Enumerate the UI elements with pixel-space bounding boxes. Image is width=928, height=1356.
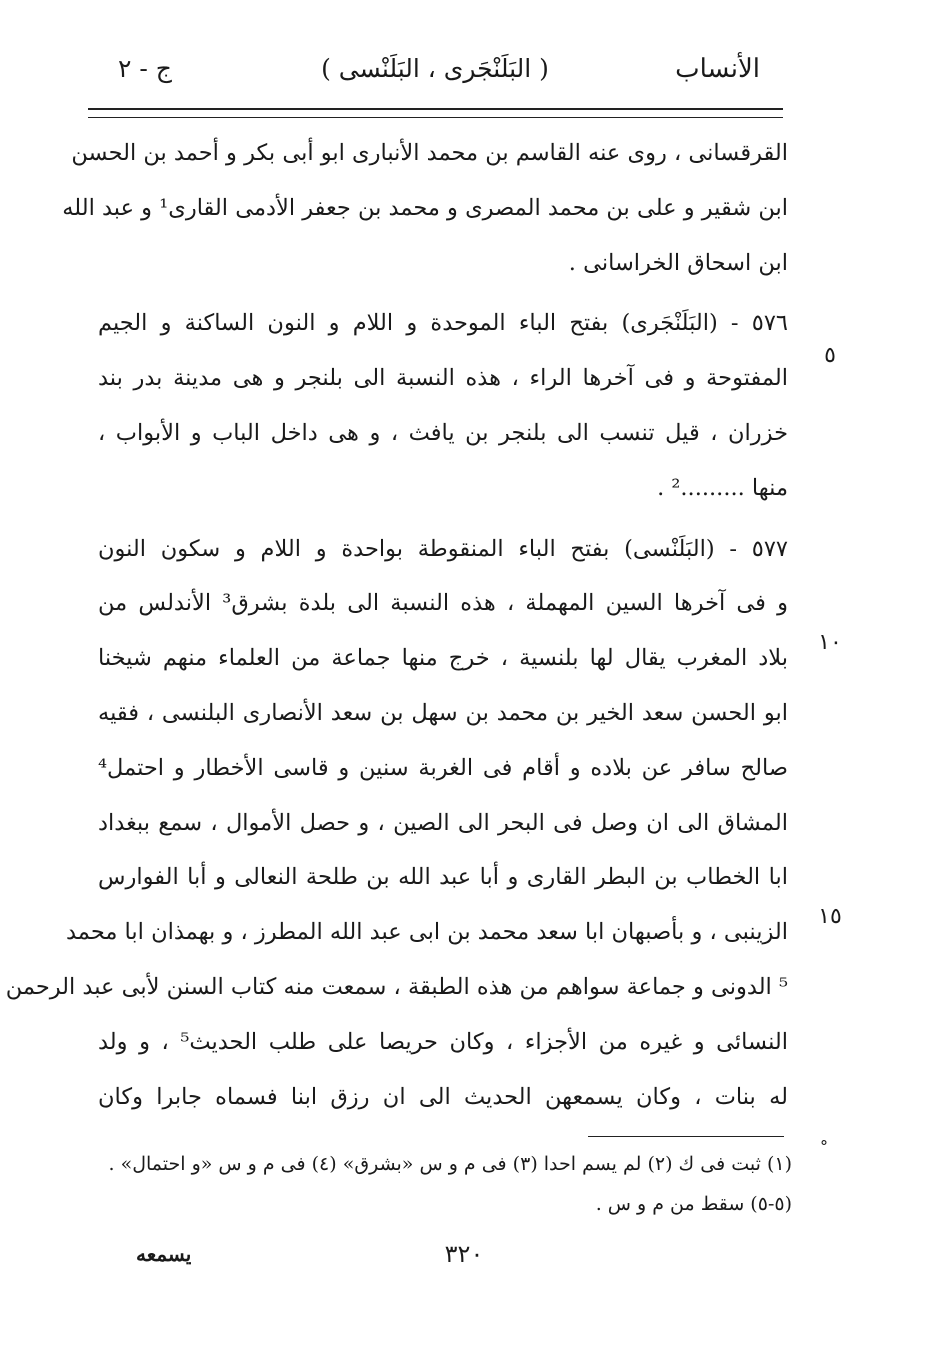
running-title: ( البَلَنْجَرى ، البَلَنْسى ) — [321, 54, 549, 83]
volume-label: ج - ٢ — [118, 54, 172, 83]
line-number-10: ١٠ — [818, 630, 842, 655]
text-line: بلاد المغرب يقال لها بلنسية ، خرج منها جماعة من العلماء منهم شيخنا — [98, 645, 788, 672]
text-line: ⁵ الدونى و جماعة سواهم من هذه الطبقة ، سمعت منه كتاب السنن لأبى عبد الرحمن — [5, 973, 788, 1000]
text-line: له بنات ، وكان يسمعهن الحديث الى ان رزق ابنا فسماه جابرا وكان — [98, 1083, 788, 1110]
running-header — [110, 50, 760, 100]
header-rule-thin — [88, 117, 783, 118]
catchword: يسمعه — [136, 1242, 192, 1266]
footnote-rule — [588, 1136, 784, 1137]
text-line: القرقسانى ، روى عنه القاسم بن محمد الأنبارى ابو أبى بكر و أحمد بن الحسن — [71, 140, 788, 166]
entry-576-heading: ٥٧٦ - (البَلَنْجَرى) بفتح الباء الموحدة و اللام و النون الساكنة و الجيم — [98, 310, 788, 337]
text-line: ابن شقير و على بن محمد المصرى و محمد بن جعفر الأدمى القارى¹ و عبد الله — [62, 194, 788, 221]
text-line: النسائى و غيره من الأجزاء ، وكان حريصا على طلب الحديث⁵ ، و ولد — [98, 1028, 788, 1055]
text-line: ابا الخطاب بن البطر القارى و أبا عبد الله بن طلحة النعالى و أبا الفوارس — [98, 864, 788, 891]
text-line: ابو الحسن سعد الخير بن محمد بن سهل بن سعد الأنصارى البلنسى ، فقيه — [98, 699, 788, 726]
text-line: منها .........² . — [657, 474, 788, 501]
book-title: الأنساب — [675, 54, 760, 84]
text-line: صالح سافر عن بلاده و أقام فى الغربة سنين و قاسى الأخطار و احتمل⁴ — [98, 754, 788, 781]
body-text — [5, 126, 788, 1124]
text-line: الزينبى ، و بأصبهان ابا سعد محمد بن ابى عبد الله المطرز ، و بهمذان ابا محمد — [66, 919, 788, 946]
line-number-15: ١٥ — [818, 904, 842, 929]
footnote-line: (١) ثبت فى ك (٢) لم يسم احدا (٣) فى م و س «بشرق» (٤) فى م و س «و احتمال» . — [108, 1153, 792, 1175]
text-line: المشاق الى ان وصل فى البحر الى الصين ، و حصل الأموال ، سمع ببغداد — [98, 809, 788, 836]
text-line: المفتوحة و فى آخرها الراء ، هذه النسبة الى بلنجر و هى مدينة بدر بند — [98, 365, 788, 392]
text-line: خزران ، قيل تنسب الى بلنجر بن يافث ، و هى داخل الباب و الأبواب ، — [98, 419, 788, 446]
footnote-line: (٥-٥) سقط من م و س . — [595, 1193, 792, 1215]
text-line: ابن اسحاق الخراسانى . — [568, 249, 788, 276]
text-line: و فى آخرها السين المهملة ، هذه النسبة الى بلدة بشرق³ الأندلس من — [98, 590, 788, 617]
page-number: ٣٢٠ — [444, 1240, 484, 1268]
line-number-5: ٥ — [824, 343, 836, 368]
entry-577-heading: ٥٧٧ - (البَلَنْسى) بفتح الباء المنقوطة بواحدة و اللام و سكون النون — [98, 535, 788, 562]
footnotes — [108, 1144, 792, 1224]
footnote-mark: ° — [820, 1137, 828, 1156]
header-rule-thick — [88, 108, 783, 110]
